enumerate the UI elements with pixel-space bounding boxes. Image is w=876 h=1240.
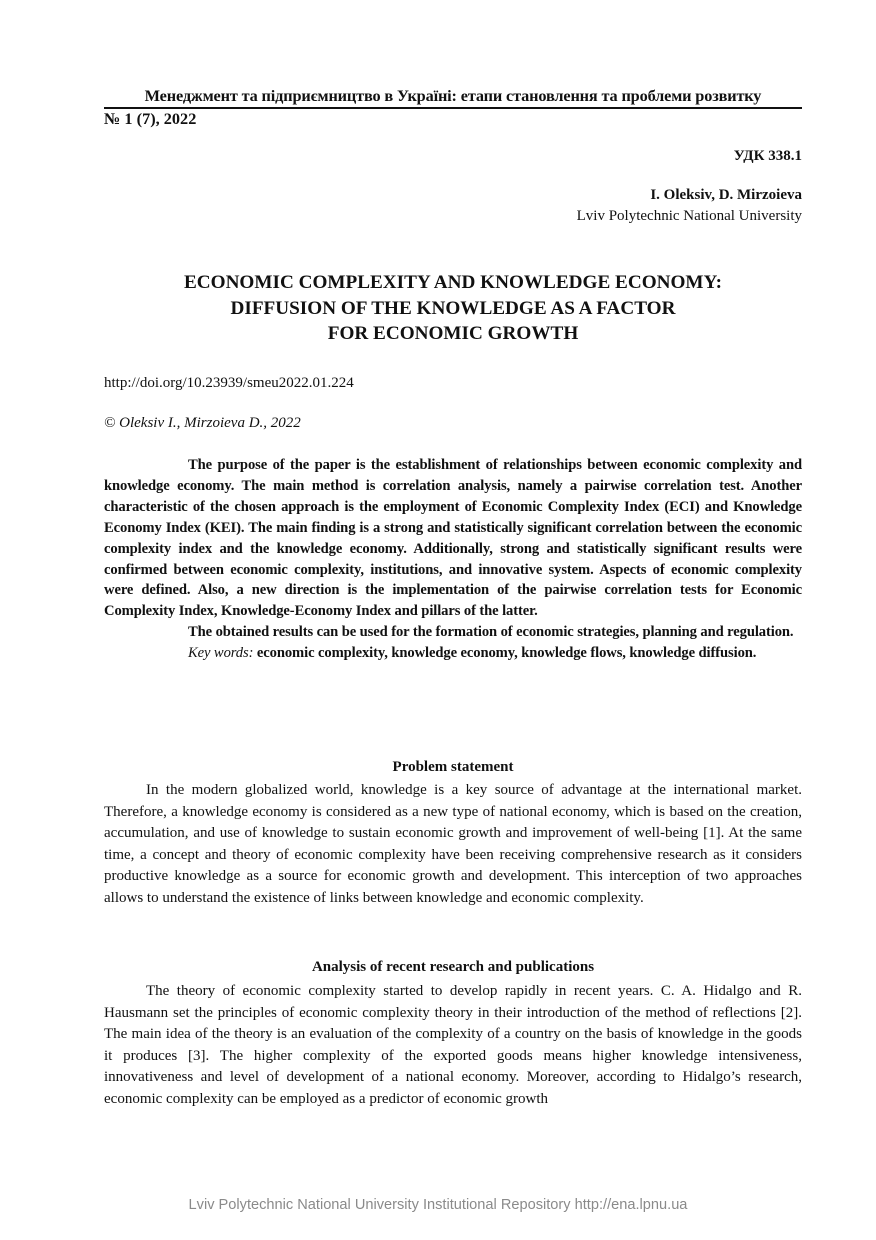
affiliation: Lviv Polytechnic National University (576, 208, 802, 224)
authors: I. Oleksiv, D. Mirzoieva (650, 187, 802, 203)
section-heading-analysis: Analysis of recent research and publications (311, 959, 595, 975)
repository-footer: Lviv Polytechnic National University Institutional Repository http://ena.lpnu.ua (188, 1197, 688, 1213)
doi-link[interactable]: http://doi.org/10.23939/smeu2022.01.224 (104, 375, 354, 391)
keywords-list: economic complexity, knowledge economy, knowledge flows, knowledge diffusion. (253, 645, 757, 662)
copyright: © Oleksiv I., Mirzoieva D., 2022 (104, 415, 301, 431)
body-paragraph: The theory of economic complexity started to develop rapidly in recent years. C. A. Hidalgo and R. Hausmann set the principles of economic complexity theory in their introduction of the method of reflections [2]. The main idea of the theory is an evaluation of the complexity of a country on the basis of knowledge in the goods it produces [3]. The higher complexity of the exported goods means higher knowledge intensiveness, innovativeness and level of development of a national economy. Moreover, according to Hidalgo’s research, economic complexity can be employed as a predictor of economic growth (104, 983, 802, 1107)
header-divider (104, 107, 802, 109)
title-line: ECONOMIC COMPLEXITY AND KNOWLEDGE ECONOMY: (184, 272, 722, 293)
section-body-problem-statement (104, 780, 802, 909)
title-line: FOR ECONOMIC GROWTH (327, 323, 579, 344)
title-line: DIFFUSION OF THE KNOWLEDGE AS A FACTOR (230, 297, 676, 319)
body-paragraph: In the modern globalized world, knowledge is a key source of advantage at the international market. Therefore, a knowledge economy is considered as a new type of national economy, which is based on the creation, accumulation, and use of knowledge to sustain economic growth and improvement of well-being [1]. At the same time, a concept and theory of economic complexity have been receiving comprehensive research as it considers productive knowledge as a source for economic growth and development. This interception of two approaches allows to understand the existence of links between knowledge and economic complexity. (104, 782, 802, 906)
abstract-paragraph: The purpose of the paper is the establishment of relationships between economic complexity and knowledge economy. The main method is correlation analysis, namely a pairwise correlation test. Another characteristic of the chosen approach is the employment of Economic Complexity Index (ECI) and Knowledge Economy Index (KEI). The main finding is a strong and statistically significant correlation between the economic complexity index and the knowledge economy. Additionally, strong and statistically significant results were confirmed between economic complexity, institutions, and innovative system. Aspects of economic complexity were defined. Also, a new direction is the implementation of the pairwise correlation tests for Economic Complexity Index, Knowledge-Economy Index and pillars of the latter. (104, 457, 802, 620)
abstract (104, 455, 802, 664)
paper-title (104, 270, 802, 347)
journal-title: Менеджмент та підприємництво в Україні: етапи становлення та проблеми розвитку (144, 86, 762, 105)
issue-number: № 1 (7), 2022 (104, 109, 197, 128)
keywords (104, 643, 802, 664)
section-heading-problem-statement: Problem statement (392, 759, 514, 775)
udc-code: УДК 338.1 (733, 148, 802, 164)
keywords-label: Key words: (188, 645, 254, 662)
abstract-paragraph: The obtained results can be used for the formation of economic strategies, planning and regulation. (188, 624, 794, 641)
section-body-analysis (104, 981, 802, 1110)
